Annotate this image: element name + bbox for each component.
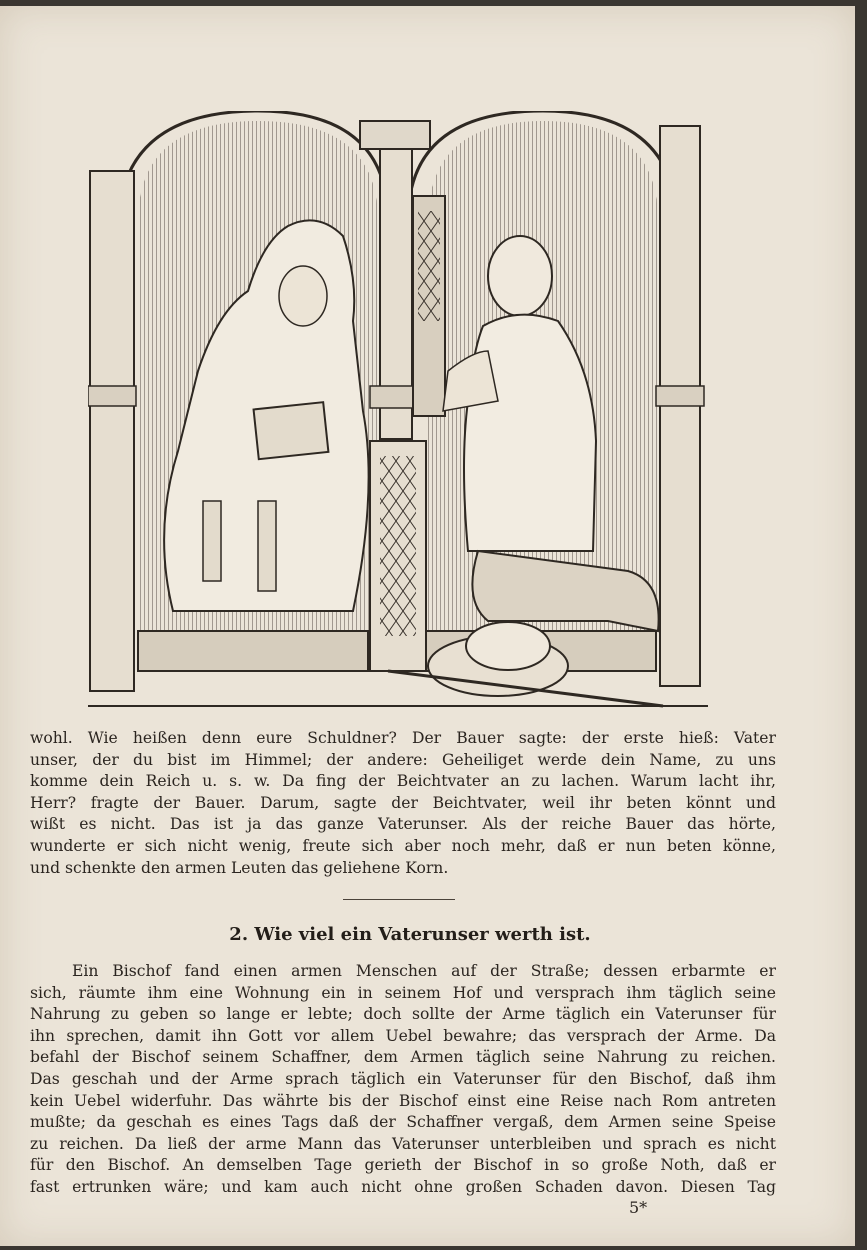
paragraph-2 [30,961,776,1199]
page-number: 5* [629,1198,648,1217]
text-line: ihn sprechen, damit ihn Gott vor allem Uebel bewahre; das versprach der Arme. Da [30,1026,776,1045]
section-divider [343,899,455,900]
text-line: Nahrung zu geben so lange er lebte; doch sollte der Arme täglich ein Vaterunser für [30,1005,776,1024]
text-line: komme dein Reich u. s. w. Da fing der Beichtvater an zu lachen. Warum lacht ihr, [30,772,776,791]
text-line: mußte; da geschah es eines Tags daß der Schaffner vergaß, dem Armen seine Speise [30,1113,776,1132]
text-line: wißt es nicht. Das ist ja das ganze Vaterunser. Als der reiche Bauer das hörte, [30,815,776,834]
text-line: für den Bischof. An demselben Tage gerieth der Bischof in so große Noth, daß er [30,1156,776,1175]
text-line: Ein Bischof fand einen armen Menschen auf der Straße; dessen erbarmte er [72,962,776,980]
text-line: fast ertrunken wäre; und kam auch nicht ohne großen Schaden davon. Diesen Tag [30,1177,776,1196]
confession-illustration [88,111,708,711]
text-line: Das geschah und der Arme sprach täglich ein Vaterunser für den Bischof, daß ihm [30,1069,776,1088]
text-line: Herr? fragte der Bauer. Darum, sagte der Beichtvater, weil ihr beten könnt und [30,793,776,812]
text-line: wohl. Wie heißen denn eure Schuldner? Der Bauer sagte: der erste hieß: Vater [30,729,776,747]
text-line: kein Uebel widerfuhr. Das währte bis der Bischof einst eine Reise nach Rom antreten [30,1091,776,1110]
text-line: zu reichen. Da ließ der arme Mann das Vaterunser unterbleiben und sprach es nicht [30,1134,776,1153]
text-line: unser, der du bist im Himmel; der andere: Geheiliget werde dein Name, zu uns [30,750,776,769]
text-line: befahl der Bischof seinem Schaffner, dem Armen täglich seine Nahrung zu reichen. [30,1048,776,1067]
section-heading: 2. Wie viel ein Vaterunser werth ist. [229,924,591,945]
book-page [0,6,855,1246]
text-line: und schenkte den armen Leuten das geliehene Korn. [30,858,449,877]
paragraph-1 [30,728,776,879]
text-line: wunderte er sich nicht wenig, freute sich aber noch mehr, daß er nun beten könne, [30,836,776,855]
text-line: sich, räumte ihm eine Wohnung ein in seinem Hof und versprach ihm täglich seine [30,983,776,1002]
